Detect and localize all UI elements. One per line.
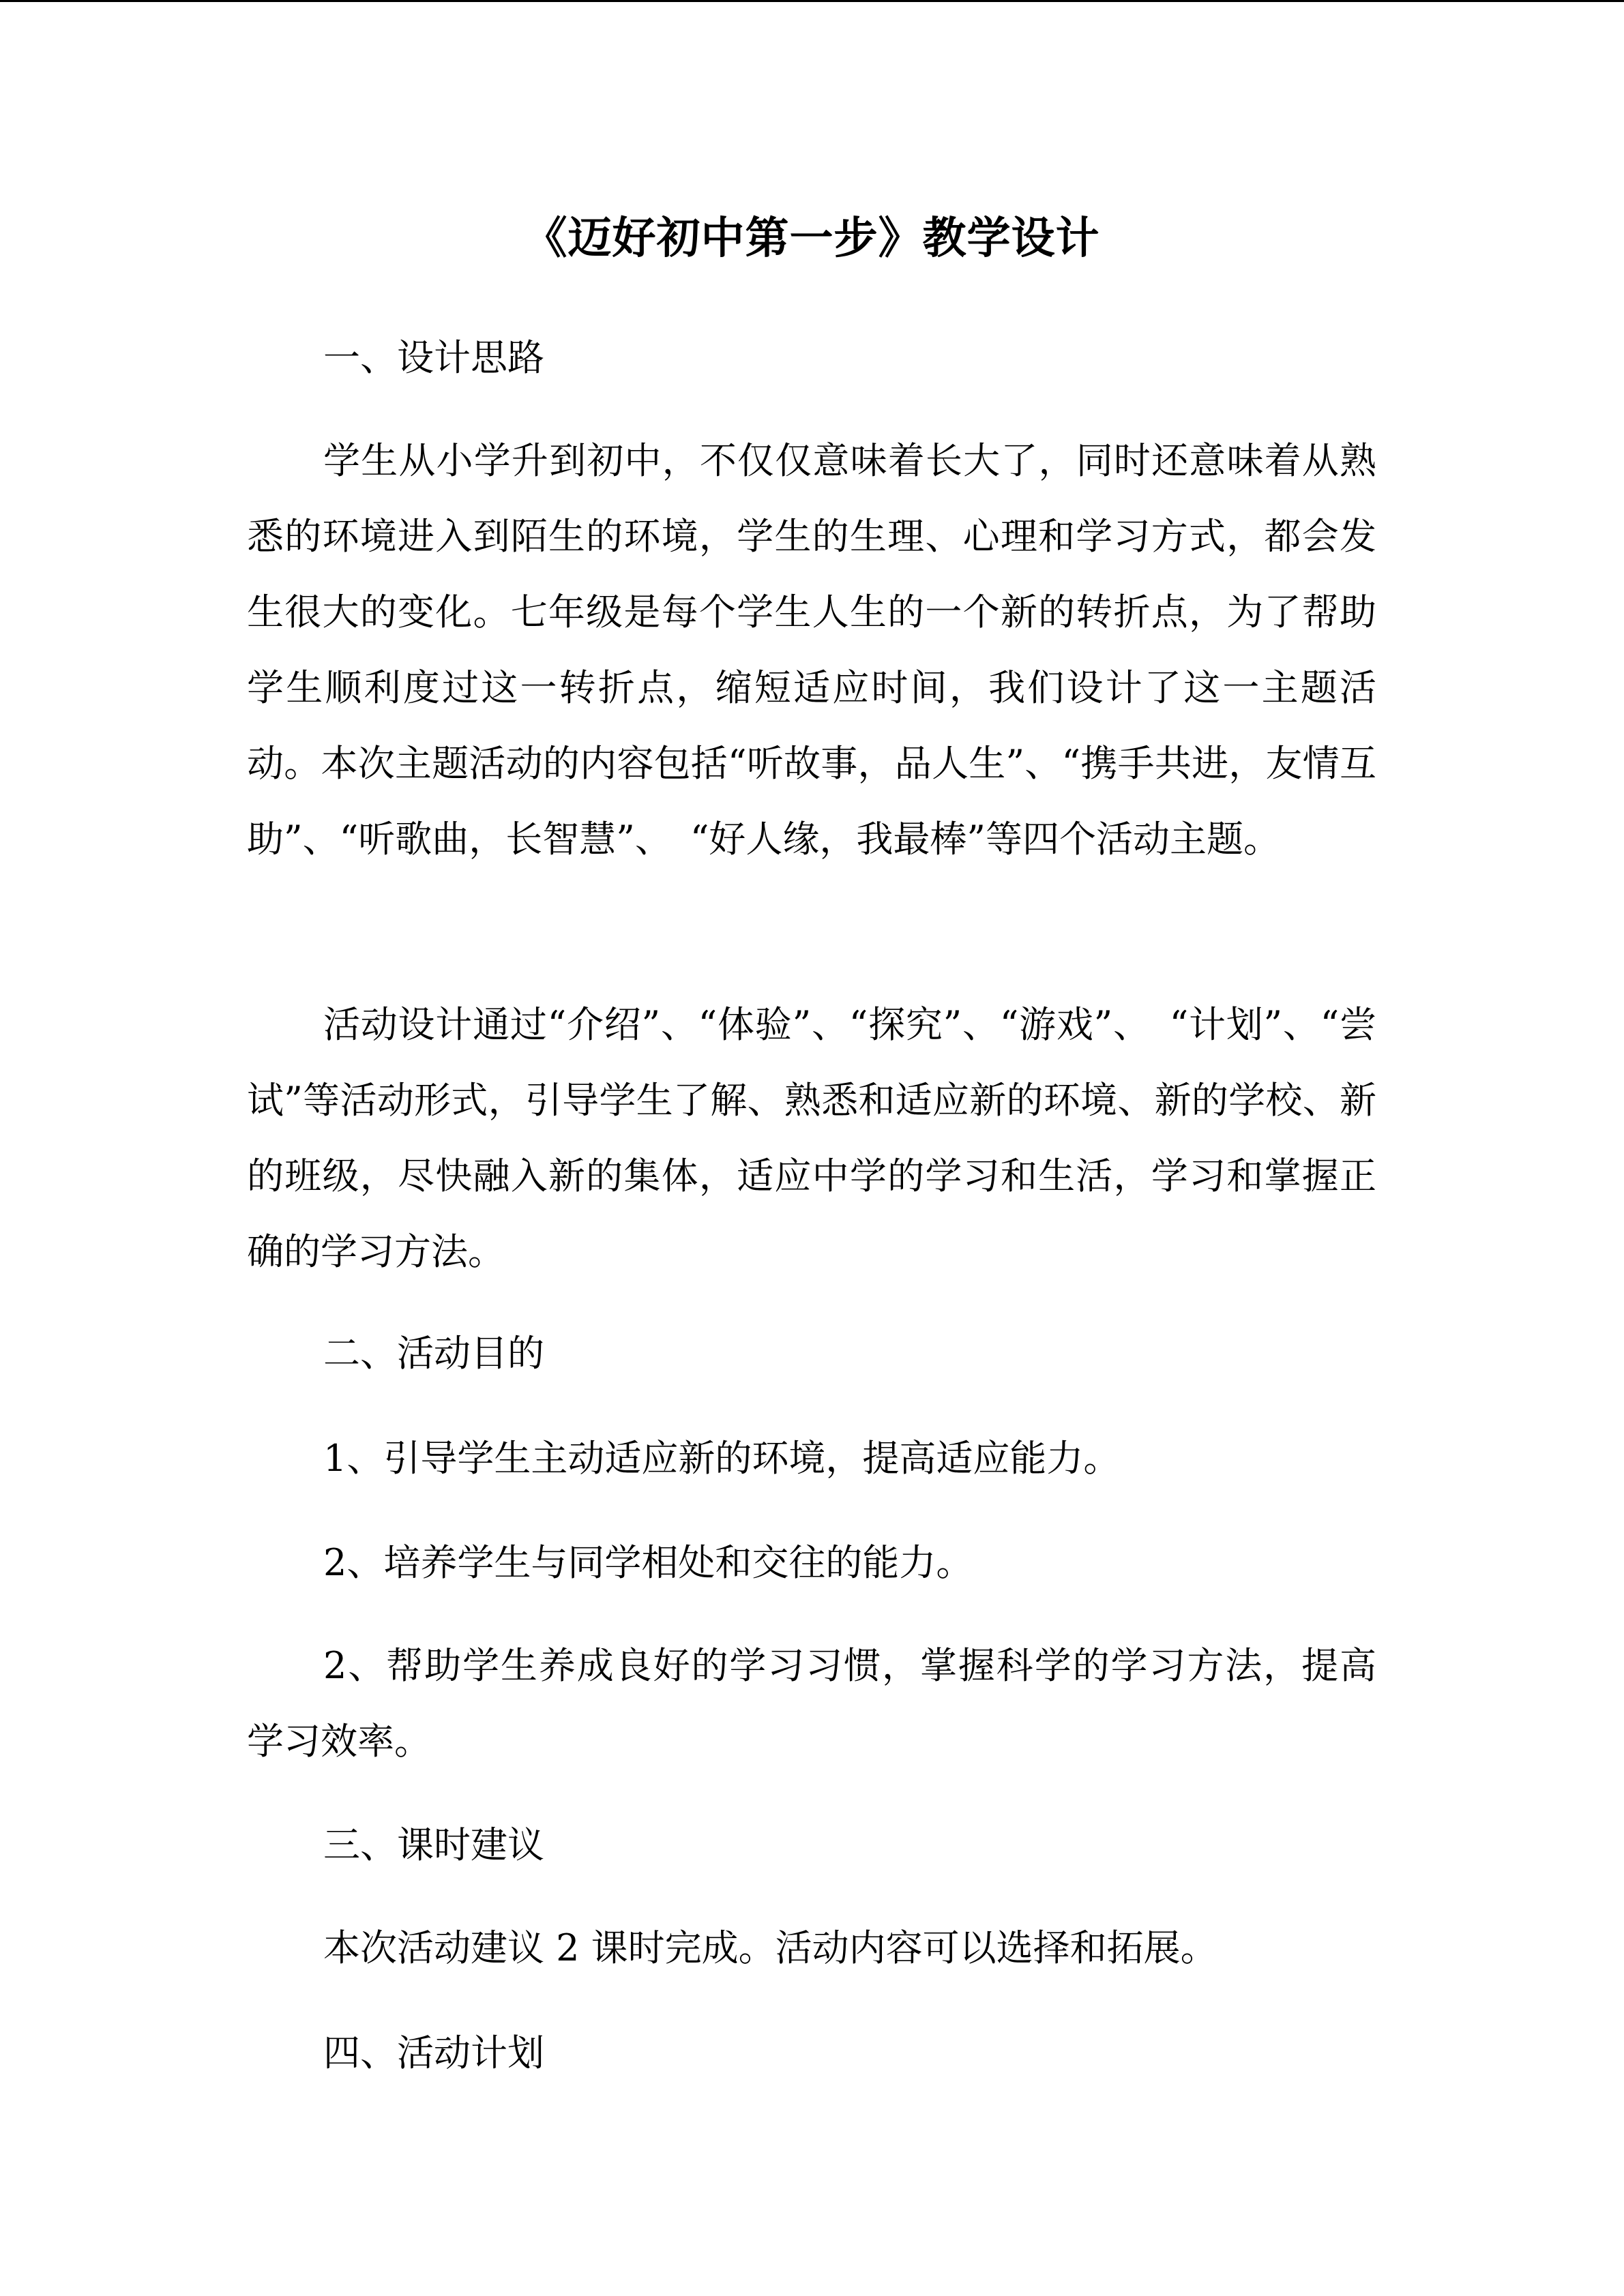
top-border-line [0,0,1624,2]
class-hours-text: 本次活动建议 2 课时完成。活动内容可以选择和拓展。 [323,1926,1217,1969]
section-heading-design-idea: 一、设计思路 [323,336,544,379]
goal-item-2: 2、培养学生与同学相处和交往的能力。 [323,1541,973,1584]
goal-item-3: 2、帮助学生养成良好的学习习惯，掌握科学的学习方法，提高学习效率。 [247,1644,1376,1763]
paragraph-design-idea-1: 学生从小学升到初中，不仅仅意味着长大了，同时还意味着从熟悉的环境进入到陌生的环境，学生的生理、心理和学习方式，都会发生很大的变化。七年级是每个学生人生的一个新的转折点，为了帮助学生顺利度过这一转折点，缩短适应时间，我们设计了这一主题活动。本次主题活动的内容包括“听故事，品人生”、“携手共进，友情互助”、“听歌曲，长智慧”、 “好人缘，我最棒”等四个活动主题。 [247,439,1376,861]
goal-item-1: 1、引导学生主动适应新的环境，提高适应能力。 [323,1437,1121,1480]
section-heading-activity-goals: 二、活动目的 [323,1332,544,1375]
paragraph-design-idea-2: 活动设计通过“介绍”、“体验”、“探究”、“游戏”、 “计划”、“尝试”等活动形式，引导学生了解、熟悉和适应新的环境、新的学校、新的班级，尽快融入新的集体，适应中学的学习和生活，学习和掌握正确的学习方法。 [247,1003,1376,1273]
section-heading-class-hours: 三、课时建议 [323,1823,544,1866]
section-heading-activity-plan: 四、活动计划 [323,2031,544,2074]
document-title: 《迈好初中第一步》教学设计 [523,213,1100,264]
